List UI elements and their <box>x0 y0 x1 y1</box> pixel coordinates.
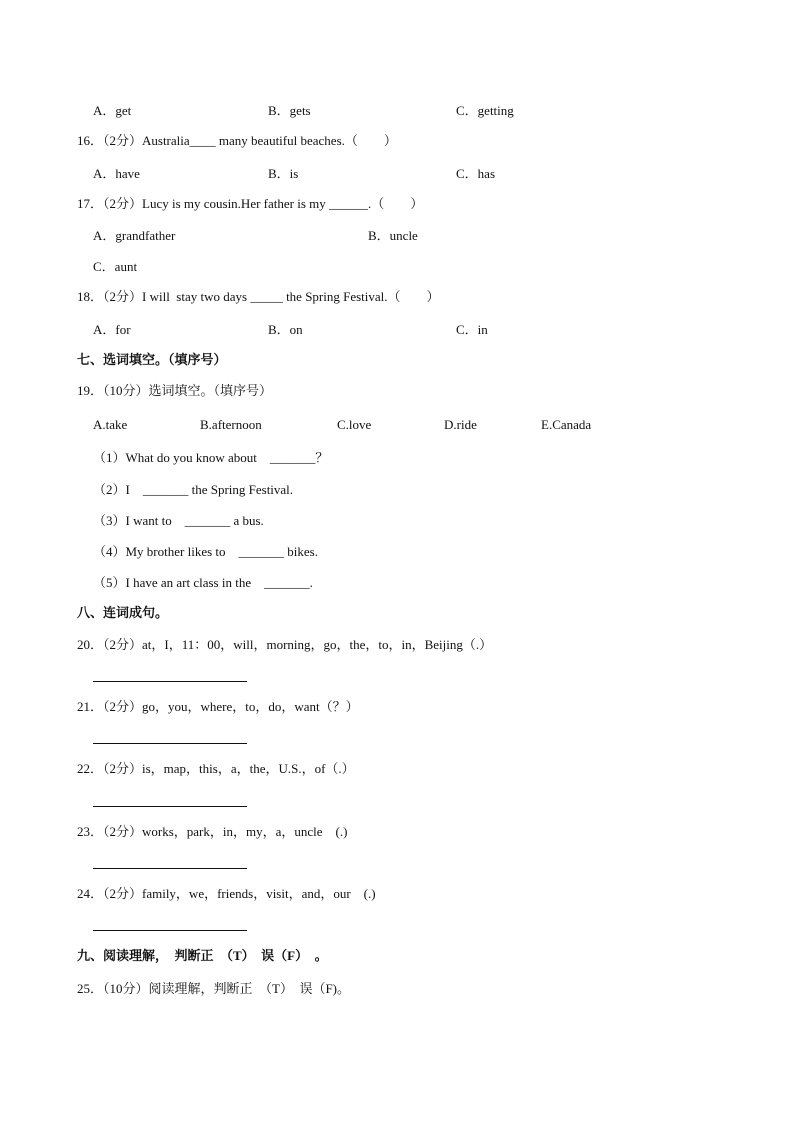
q16-option-b: B．is <box>268 166 299 181</box>
q24-answer-line[interactable] <box>93 930 247 931</box>
section-8-heading: 八、连词成句。 <box>77 605 169 620</box>
q22-answer-line[interactable] <box>93 806 247 807</box>
q20-stem: 20．（2分）at，I，11：00，will，morning，go，the，to，in，Beijing（.） <box>77 637 493 652</box>
q19-item-3: （3）I want to _______ a bus. <box>93 513 264 528</box>
q15-option-c: C．getting <box>456 103 514 118</box>
q16-option-a: A．have <box>93 166 140 181</box>
q21-stem: 21．（2分）go，you，where，to，do，want（？） <box>77 699 359 714</box>
q17-stem: 17．（2分）Lucy is my cousin.Her father is my ______.（ ） <box>77 196 424 211</box>
q18-option-c: C．in <box>456 322 488 337</box>
q19-item-4: （4）My brother likes to _______ bikes. <box>93 544 318 559</box>
section-9-heading: 九、阅读理解， 判断正 （T） 误（F） 。 <box>77 948 328 963</box>
q24-stem: 24．（2分）family，we，friends，visit，and，our (.) <box>77 886 376 901</box>
q25-stem: 25．（10分）阅读理解，判断正 （T） 误（F)。 <box>77 981 351 996</box>
q17-option-b: B．uncle <box>368 228 418 243</box>
word-bank-d: D.ride <box>444 417 477 432</box>
word-bank-e: E.Canada <box>541 417 592 432</box>
q16-option-c: C．has <box>456 166 496 181</box>
word-bank-b: B.afternoon <box>200 417 262 432</box>
q17-option-a: A．grandfather <box>93 228 176 243</box>
q19-stem: 19．（10分）选词填空。（填序号） <box>77 383 273 398</box>
section-7-heading: 七、选词填空。（填序号） <box>77 352 227 367</box>
word-bank-c: C.love <box>337 417 372 432</box>
q18-option-a: A．for <box>93 322 131 337</box>
q15-option-a: A．get <box>93 103 132 118</box>
q21-answer-line[interactable] <box>93 743 247 744</box>
q23-answer-line[interactable] <box>93 868 247 869</box>
q18-option-b: B．on <box>268 322 303 337</box>
q17-option-c: C．aunt <box>93 259 138 274</box>
q22-stem: 22．（2分）is，map，this，a，the，U.S.，of（.） <box>77 761 355 776</box>
q16-stem: 16．（2分）Australia____ many beautiful beaches.（ ） <box>77 133 397 148</box>
q15-option-b: B．gets <box>268 103 311 118</box>
q19-item-5: （5）I have an art class in the _______. <box>93 575 313 590</box>
q20-answer-line[interactable] <box>93 681 247 682</box>
q19-item-2: （2）I _______ the Spring Festival. <box>93 482 294 497</box>
q19-item-1: （1）What do you know about _______？ <box>93 450 329 465</box>
q18-stem: 18．（2分）I will stay two days _____ the Spring Festival.（ ） <box>77 289 440 304</box>
word-bank-a: A.take <box>93 417 128 432</box>
q23-stem: 23．（2分）works，park，in，my，a，uncle (.) <box>77 824 348 839</box>
